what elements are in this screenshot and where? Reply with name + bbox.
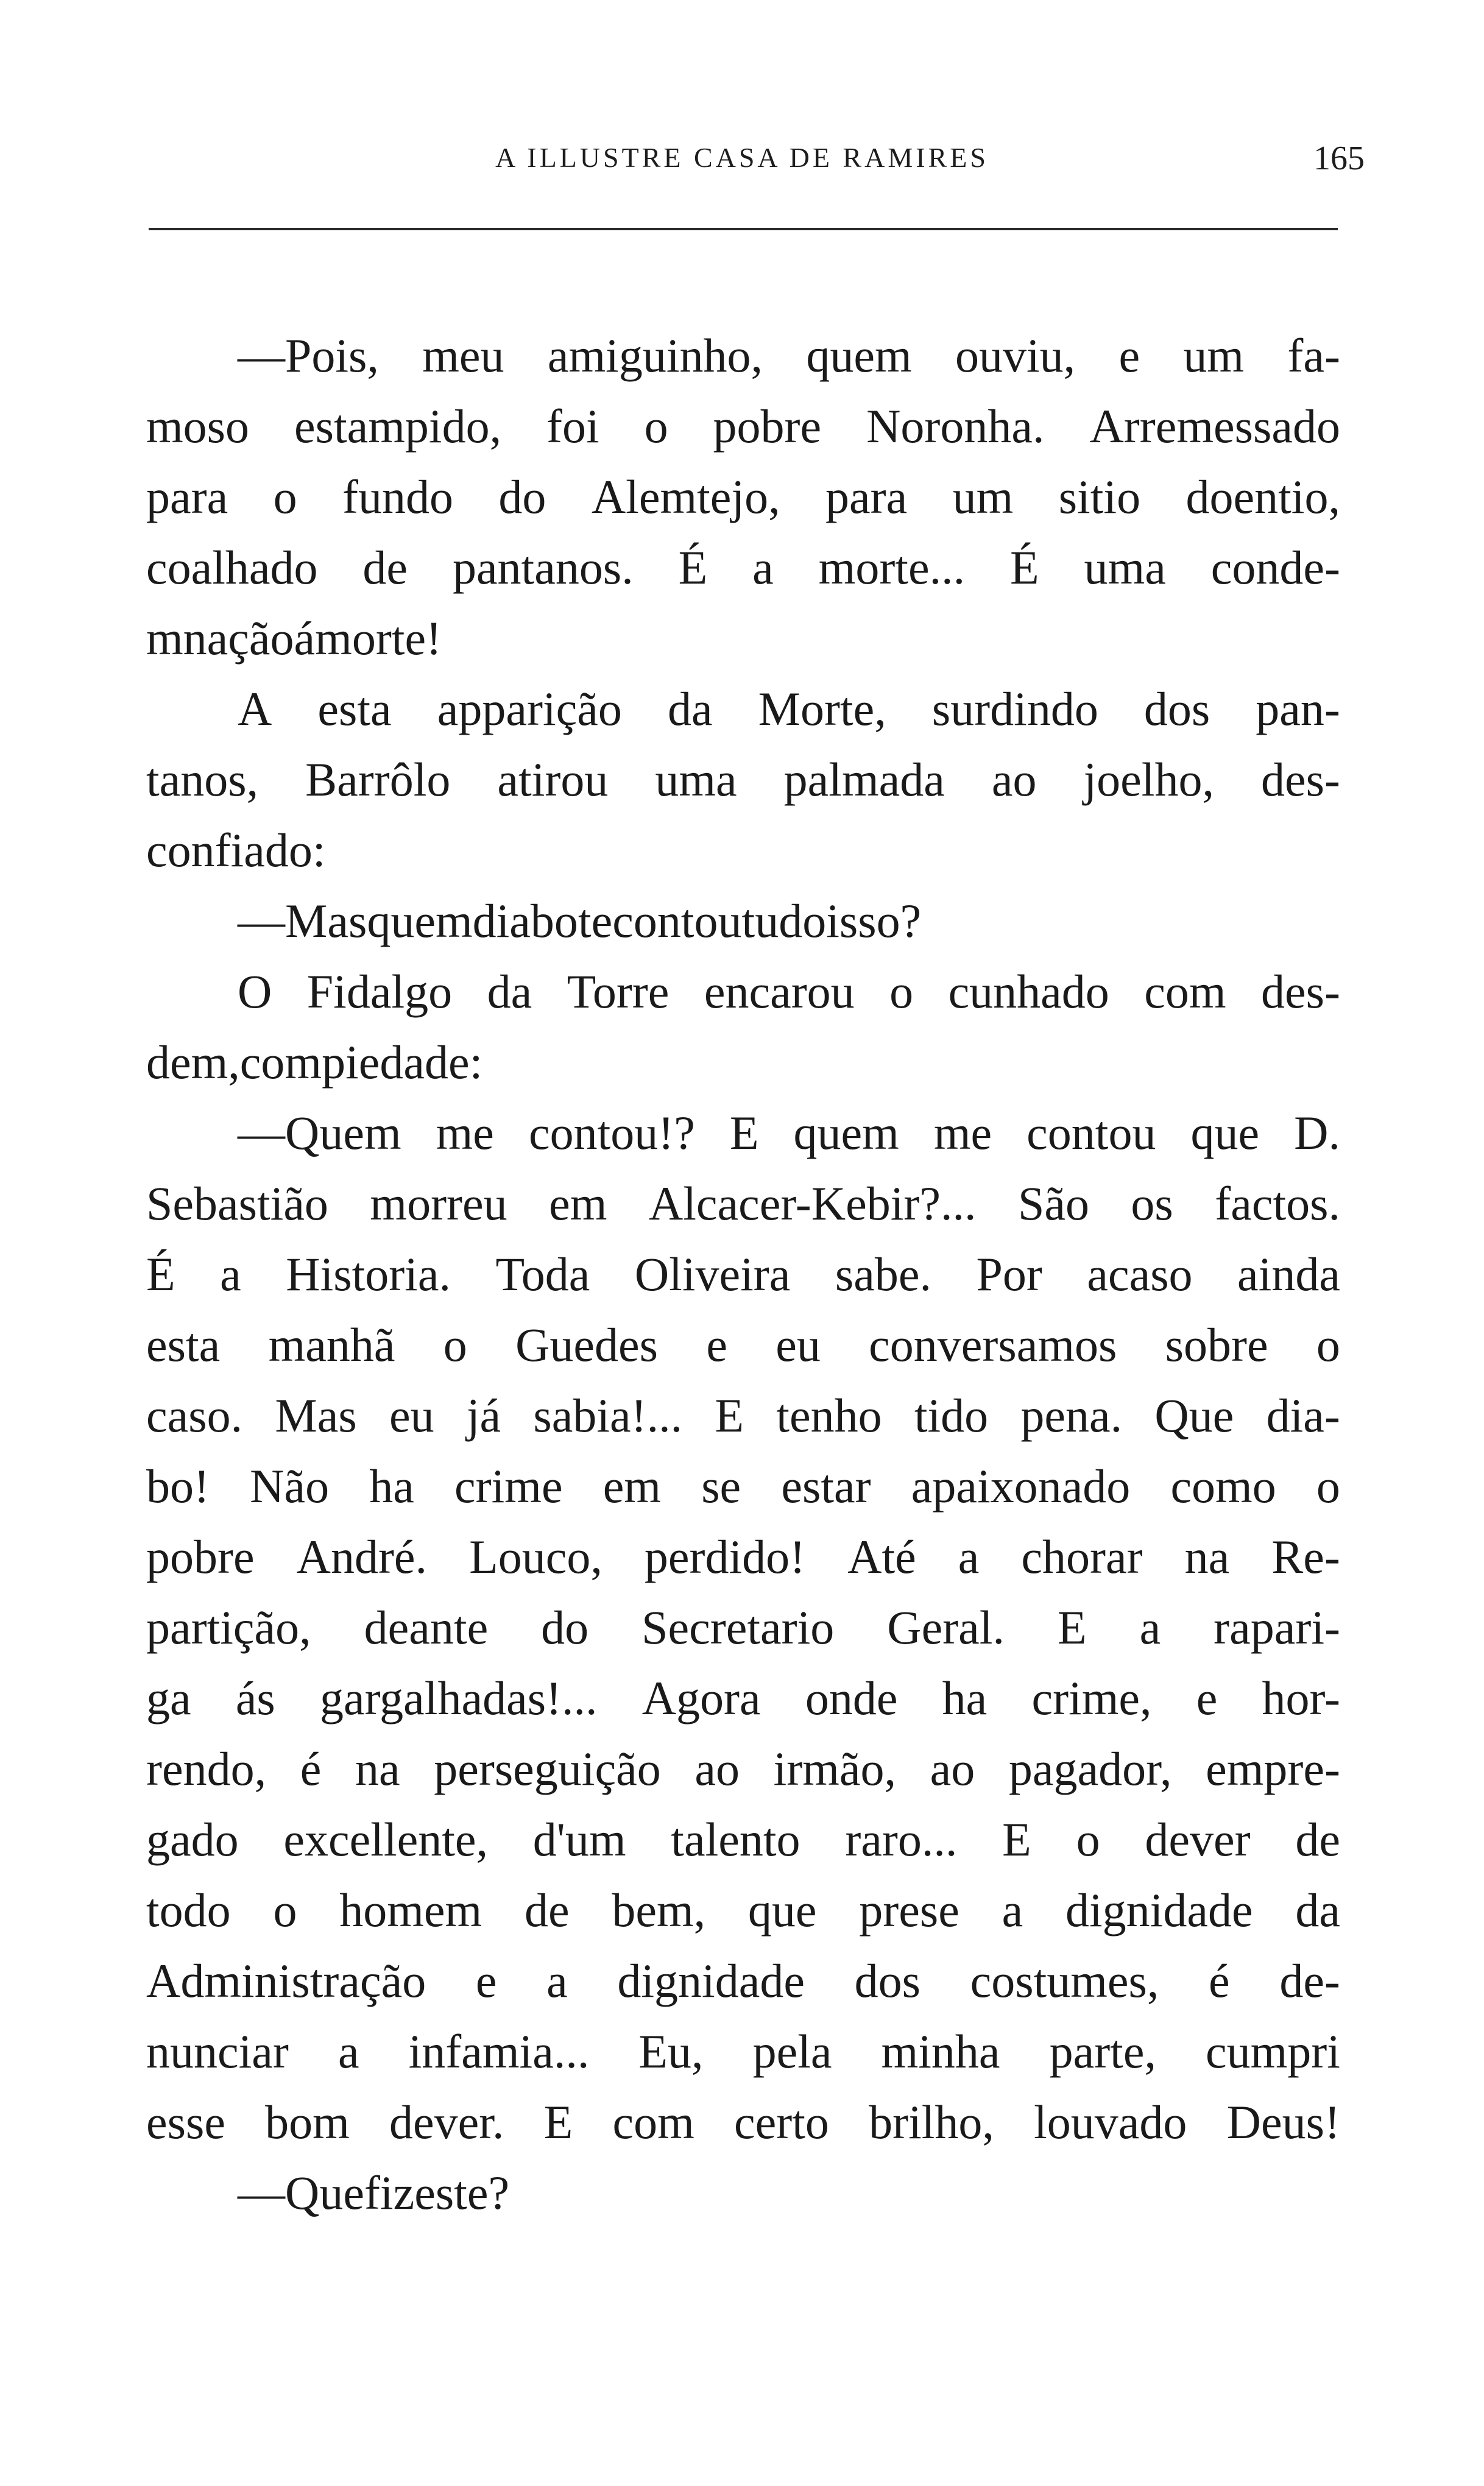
text-line [146,1804,1340,1875]
header-rule [149,228,1338,230]
text-line [146,1875,1340,1946]
word: da [667,682,713,735]
word: dia- [1266,1389,1340,1442]
text-line [146,744,1340,815]
word: pobre [713,400,822,453]
word: meu [422,329,504,382]
word: de [362,541,408,594]
word: o [1316,1318,1340,1371]
text-line [146,532,1340,603]
word: E [729,1106,759,1159]
word: estampido, [294,400,502,453]
word: caso. [146,1389,243,1442]
word: É [1009,541,1039,594]
word: São [1017,1177,1089,1230]
word: a [546,1954,568,2007]
word: Alcacer-Kebir?... [648,1177,977,1230]
word: Mas [275,1389,357,1442]
word: Deus! [1226,2096,1340,2149]
word: é [1209,1954,1230,2007]
word: Agora [641,1672,761,1725]
word: prese [859,1884,959,1937]
word: Por [976,1248,1042,1301]
word: um [1183,329,1245,382]
word: amiguinho, [547,329,763,382]
word: ha [369,1460,414,1513]
word: deante [364,1601,489,1654]
word: Oliveira [634,1248,791,1301]
word: —Que [238,2166,364,2219]
word: o [273,1884,297,1937]
word: na [1184,1530,1230,1583]
page-number: 165 [1313,139,1365,177]
word: surdindo [931,682,1098,735]
word: O [238,965,272,1018]
word: pena. [1020,1389,1123,1442]
word: Guedes [515,1318,659,1371]
word: um [952,470,1014,523]
word: para [146,470,228,523]
text-line [146,1380,1340,1451]
word: fizeste? [364,2166,510,2219]
word: palmada [783,753,945,806]
word: joelho, [1083,753,1214,806]
word: brilho, [869,2096,994,2149]
word: empre- [1206,1742,1340,1795]
word: nunciar [146,2025,289,2078]
word: pagador, [1008,1742,1172,1795]
word: ao [930,1742,975,1795]
word: pela [752,2025,832,2078]
text-line [146,462,1340,532]
word: piedade: [322,1036,483,1089]
text-line [146,1663,1340,1734]
word: irmão, [773,1742,897,1795]
word: ouviu, [955,329,1076,382]
word: encarou [704,965,855,1018]
word: a [220,1248,241,1301]
word: todo [146,1884,231,1937]
word: Eu, [638,2025,704,2078]
word: a [1002,1884,1023,1937]
word: apparição [437,682,622,735]
word: des- [1260,965,1340,1018]
word: dignidade [1065,1884,1253,1937]
word: louvado [1034,2096,1187,2149]
word: sabia!... [533,1389,683,1442]
word: É [146,1248,175,1301]
word: Re- [1271,1530,1340,1583]
word: na [355,1742,400,1795]
word: raro... [845,1813,958,1866]
text-line [146,391,1340,462]
word: se [701,1460,741,1513]
word: infamia... [408,2025,590,2078]
text-line [146,1946,1340,2016]
word: acaso [1087,1248,1193,1301]
word: Secretario [641,1601,835,1654]
word: morte! [315,612,442,665]
word: Sebastião [146,1177,328,1230]
word: Toda [495,1248,590,1301]
word: certo [734,2096,829,2149]
text-line [146,1451,1340,1522]
word: —Pois, [238,329,379,382]
word: Louco, [469,1530,602,1583]
word: tenho [776,1389,882,1442]
text-line [146,2087,1340,2158]
word: contou [1026,1106,1156,1159]
word: perdido! [644,1530,806,1583]
word: os [1131,1177,1173,1230]
word: conde- [1210,541,1340,594]
word: moso [146,400,250,453]
text-line [146,1592,1340,1663]
word: hor- [1262,1672,1340,1725]
word: mnação [146,612,294,665]
word: da [1295,1884,1340,1937]
text-line [146,1098,1340,1168]
word: partição, [146,1601,311,1654]
word: esta [146,1318,221,1371]
word: foi [546,400,599,453]
word: para [825,470,908,523]
word: perseguição [434,1742,661,1795]
word: cunhado [948,965,1109,1018]
word: dignidade [617,1954,805,2007]
body-text [146,320,1340,2228]
word: a [1139,1601,1161,1654]
word: ao [694,1742,740,1795]
word: sitio [1058,470,1141,523]
text-line [146,2158,1340,2228]
word: sobre [1165,1318,1268,1371]
word: talento [671,1813,800,1866]
word: contou [612,894,742,947]
word: E [715,1389,744,1442]
word: ga [146,1672,191,1725]
word: Não [250,1460,330,1513]
word: homem [339,1884,482,1937]
word: onde [805,1672,898,1725]
word: que [1190,1106,1260,1159]
word: Morte, [758,682,886,735]
text-line [146,1027,1340,1098]
word: de [524,1884,570,1937]
word: Historia. [286,1248,451,1301]
word: o [644,400,668,453]
word: doentio, [1185,470,1340,523]
word: bom [265,2096,350,2149]
word: e [706,1318,727,1371]
word: a [337,2025,359,2078]
word: —Mas [238,894,367,947]
text-line [146,674,1340,744]
word: esse [146,2096,225,2149]
word: já [466,1389,501,1442]
word: o [273,470,297,523]
word: quem [806,329,912,382]
word: quem [367,894,473,947]
word: o [1076,1813,1100,1866]
word: E [1002,1813,1031,1866]
word: gargalhadas!... [319,1672,598,1725]
word: em [602,1460,662,1513]
word: fa- [1287,329,1340,382]
word: dever. [389,2096,504,2149]
running-header [0,139,1484,188]
word: tanos, [146,753,259,806]
word: d'um [532,1813,626,1866]
text-line [146,603,1340,674]
text-line [146,1239,1340,1310]
word: E [1057,1601,1087,1654]
word: morte... [818,541,966,594]
word: de- [1279,1954,1340,2007]
word: estar [781,1460,871,1513]
word: e [1118,329,1140,382]
word: o [1316,1460,1340,1513]
word: ás [235,1672,275,1725]
word: pan- [1256,682,1340,735]
word: quem [793,1106,899,1159]
word: o [889,965,914,1018]
word: chorar [1021,1530,1143,1583]
word: da [487,965,532,1018]
word: —Quem [238,1106,401,1159]
word: morreu [370,1177,507,1230]
word: o [443,1318,467,1371]
word: A [238,682,272,735]
word: crime [454,1460,563,1513]
word: dos [1143,682,1210,735]
word: E [543,2096,573,2149]
word: contou!? [528,1106,695,1159]
word: parte, [1049,2025,1156,2078]
word: me [436,1106,494,1159]
word: á [294,612,316,665]
word: diabo [472,894,578,947]
text-line [146,815,1340,886]
word: fundo [342,470,454,523]
word: a [752,541,774,594]
word: crime, [1031,1672,1152,1725]
running-title: A ILLUSTRE CASA DE RAMIRES [495,142,989,173]
word: apaixonado [911,1460,1131,1513]
word: me [933,1106,992,1159]
word: dos [854,1954,920,2007]
word: minha [881,2025,1000,2078]
word: factos. [1215,1177,1340,1230]
word: atirou [497,753,609,806]
word: Que [1154,1389,1234,1442]
word: eu [389,1389,434,1442]
word: com [612,2096,694,2149]
word: ainda [1237,1248,1340,1301]
word: que [747,1884,817,1937]
word: Administração [146,1954,426,2007]
word: conversamos [869,1318,1117,1371]
text-line [146,956,1340,1027]
word: confiado: [146,824,326,877]
word: Alemtejo, [591,470,780,523]
word: Torre [567,965,670,1018]
word: tudo [741,894,827,947]
word: do [541,1601,589,1654]
word: D. [1294,1106,1340,1159]
word: é [300,1742,322,1795]
word: dever [1145,1813,1251,1866]
word: costumes, [970,1954,1159,2007]
word: bem, [612,1884,706,1937]
word: É [678,541,708,594]
text-line [146,1310,1340,1380]
word: esta [317,682,392,735]
word: te [578,894,613,947]
word: do [498,470,546,523]
word: ao [991,753,1037,806]
text-line [146,886,1340,956]
text-line [146,320,1340,391]
word: eu [776,1318,821,1371]
word: como [1170,1460,1276,1513]
word: cumpri [1206,2025,1340,2078]
word: coalhado [146,541,318,594]
word: Fidalgo [306,965,453,1018]
word: com [239,1036,322,1089]
word: a [958,1530,980,1583]
text-line [146,1734,1340,1804]
word: rendo, [146,1742,267,1795]
word: Até [847,1530,916,1583]
word: Barrôlo [305,753,451,806]
word: pantanos. [452,541,634,594]
word: pobre [146,1530,255,1583]
word: com [1144,965,1226,1018]
word: manhã [268,1318,395,1371]
word: Geral. [887,1601,1005,1654]
word: Arremessado [1089,400,1340,453]
word: excellente, [283,1813,489,1866]
word: tido [914,1389,989,1442]
text-line [146,2016,1340,2087]
word: uma [1084,541,1166,594]
word: ha [942,1672,988,1725]
word: e [475,1954,497,2007]
word: des- [1260,753,1340,806]
word: bo! [146,1460,210,1513]
word: André. [296,1530,428,1583]
word: rapari- [1214,1601,1340,1654]
word: sabe. [835,1248,931,1301]
word: e [1196,1672,1218,1725]
word: Noronha. [866,400,1045,453]
word: de [1295,1813,1340,1866]
text-line [146,1168,1340,1239]
word: uma [655,753,737,806]
word: isso? [826,894,922,947]
word: gado [146,1813,239,1866]
text-line [146,1522,1340,1592]
word: dem, [146,1036,240,1089]
word: em [549,1177,607,1230]
